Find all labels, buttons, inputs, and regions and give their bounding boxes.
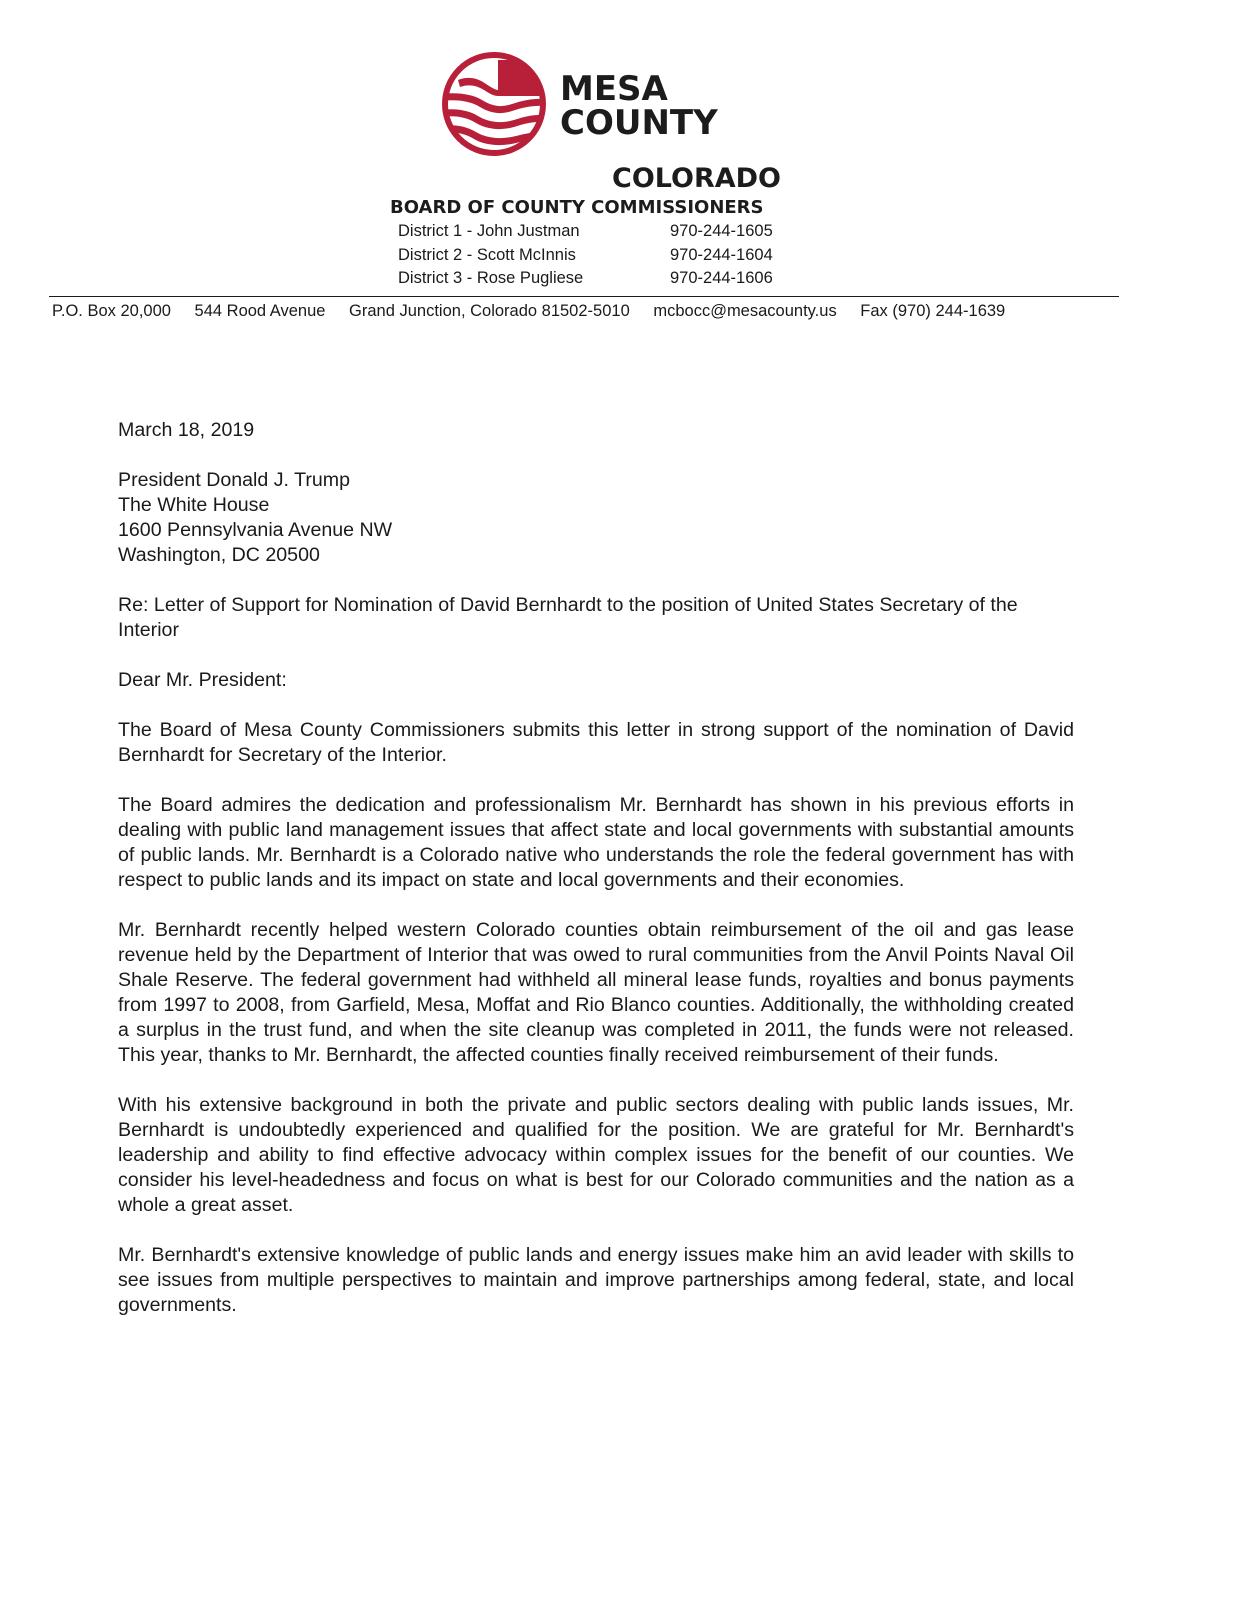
- letterhead-divider: [49, 296, 1119, 297]
- recipient-address: [118, 468, 1074, 568]
- recipient-line: 1600 Pennsylvania Avenue NW: [118, 519, 393, 541]
- commissioner-row: [398, 244, 773, 268]
- fax-number: Fax (970) 244-1639: [860, 302, 1006, 320]
- commissioner-row: [398, 267, 773, 291]
- commissioner-row: [398, 220, 773, 244]
- letter-body: [118, 418, 1074, 1343]
- city-state-zip: Grand Junction, Colorado 81502-5010: [349, 302, 630, 320]
- body-paragraph: With his extensive background in both the private and public sectors dealing with public lands issues, Mr. Bernhardt is undoubtedly experienced and qualified for the position. We are grateful for Mr. Bernhardt's leadership and ability to find effective advocacy within complex issues for the benefit of our counties. We consider his level-headedness and focus on what is best for our Colorado communities and the nation as a whole a great asset.: [118, 1094, 1074, 1216]
- commissioner-phone: 970-244-1605: [670, 222, 773, 240]
- salutation: Dear Mr. President:: [118, 669, 287, 691]
- po-box: P.O. Box 20,000: [52, 302, 171, 320]
- body-paragraph: Mr. Bernhardt recently helped western Colorado counties obtain reimbursement of the oil and gas lease revenue held by the Department of Interior that was owed to rural communities from the Anvil Points Naval Oil Shale Reserve. The federal government had withheld all mineral lease funds, royalties and bonus payments from 1997 to 2008, from Garfield, Mesa, Moffat and Rio Blanco counties. Additionally, the withholding created a surplus in the trust fund, and when the site cleanup was completed in 2011, the funds were not released. This year, thanks to Mr. Bernhardt, the affected counties finally received reimbursement of their funds.: [118, 919, 1074, 1066]
- commissioner-phone: 970-244-1606: [670, 269, 773, 287]
- commissioner-phone: 970-244-1604: [670, 245, 773, 264]
- commissioner-name: District 2 - Scott McInnis: [398, 245, 576, 264]
- commissioner-list: [398, 220, 773, 291]
- logo-line-mesa: MESA: [560, 69, 668, 109]
- commissioner-name: District 1 - John Justman: [398, 222, 580, 240]
- email-address: mcbocc@mesacounty.us: [653, 302, 837, 320]
- recipient-line: President Donald J. Trump: [118, 469, 350, 491]
- recipient-line: Washington, DC 20500: [118, 544, 320, 566]
- body-paragraph: Mr. Bernhardt's extensive knowledge of public lands and energy issues make him an avid leader with skills to see issues from multiple perspectives to maintain and improve partnerships among federal, state, and local governments.: [118, 1244, 1074, 1316]
- body-paragraph: The Board of Mesa County Commissioners submits this letter in strong support of the nomination of David Bernhardt for Secretary of the Interior.: [118, 719, 1074, 766]
- body-paragraph: The Board admires the dedication and professionalism Mr. Bernhardt has shown in his previous efforts in dealing with public land management issues that affect state and local governments with substantial amounts of public lands. Mr. Bernhardt is a Colorado native who understands the role the federal government has with respect to public lands and its impact on state and local governments and their economies.: [118, 794, 1074, 891]
- letter-date: March 18, 2019: [118, 419, 255, 441]
- state-name: COLORADO: [612, 163, 782, 194]
- street-address: 544 Rood Avenue: [194, 302, 326, 320]
- subject-line: Re: Letter of Support for Nomination of David Bernhardt to the position of United States Secretary of the Interior: [118, 594, 1018, 641]
- board-title: BOARD OF COUNTY COMMISSIONERS: [390, 197, 764, 218]
- mesa-county-logo: [438, 50, 738, 160]
- logo-line-county: COUNTY: [560, 103, 718, 143]
- mesa-county-emblem-icon: [438, 50, 556, 160]
- contact-line: [52, 302, 1005, 321]
- recipient-line: The White House: [118, 494, 270, 516]
- commissioner-name: District 3 - Rose Pugliese: [398, 269, 584, 287]
